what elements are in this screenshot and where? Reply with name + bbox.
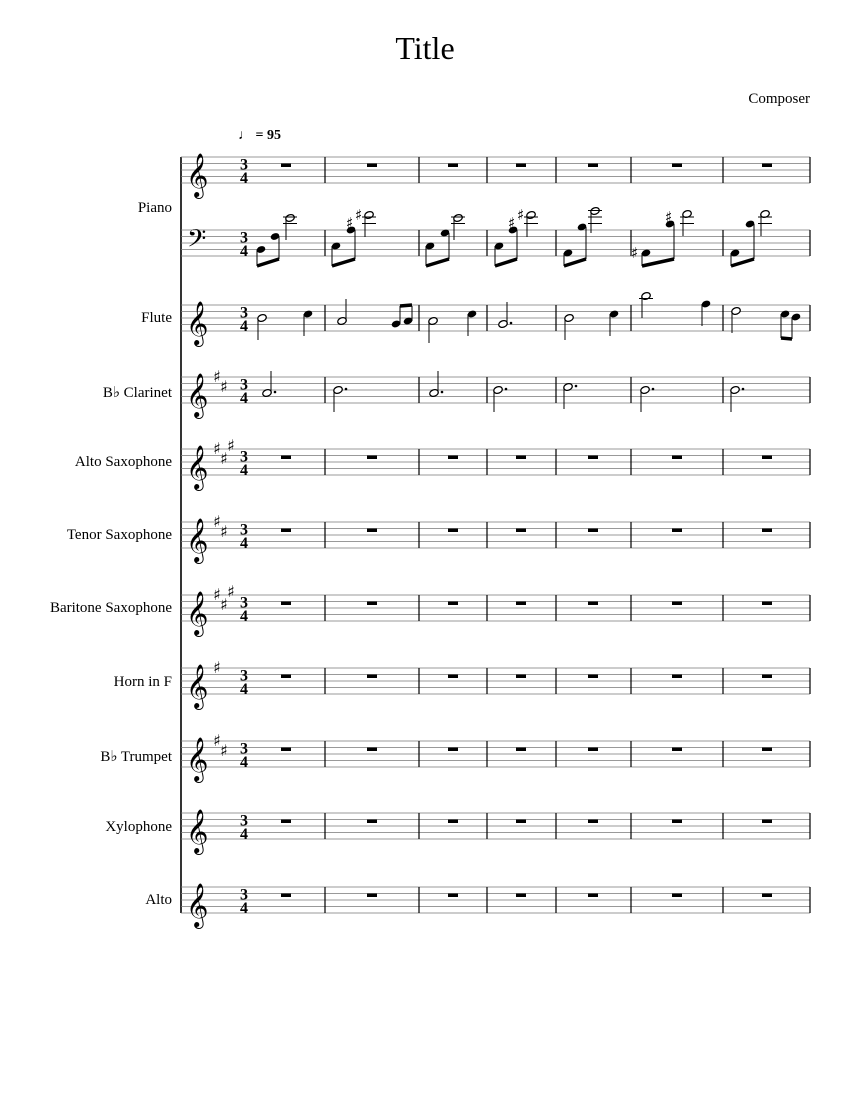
- measure-rest-icon: [672, 675, 682, 679]
- time-sig-denominator: 4: [240, 318, 248, 335]
- measure-rest-icon: [762, 894, 772, 898]
- time-sig-denominator: 4: [240, 900, 248, 917]
- time-sig-numerator: 3: [240, 304, 248, 322]
- instrument-label-clarinet: B♭ Clarinet: [102, 385, 172, 401]
- measure-rest-icon: [672, 894, 682, 898]
- augmentation-dot: [575, 385, 578, 388]
- instrument-label-trumpet: B♭ Trumpet: [100, 749, 172, 765]
- time-sig-denominator: 4: [240, 608, 248, 625]
- treble-clef-icon: 𝄞: [186, 518, 209, 562]
- sharp-icon: ♯: [227, 581, 235, 601]
- augmentation-dot: [441, 391, 444, 394]
- accidental-sharp-icon: ♯: [508, 214, 516, 232]
- measure-rest-icon: [588, 820, 598, 824]
- augmentation-dot: [742, 388, 745, 391]
- composer-name: Composer: [748, 91, 810, 107]
- time-sig-numerator: 3: [240, 667, 248, 685]
- measure-rest-icon: [762, 456, 772, 460]
- beam: [332, 259, 355, 266]
- sharp-icon: ♯: [220, 521, 228, 541]
- measure-rest-icon: [516, 456, 526, 460]
- time-sig-denominator: 4: [240, 243, 248, 260]
- sharp-icon: ♯: [213, 367, 221, 386]
- instrument-label-tenor-sax: Tenor Saxophone: [66, 527, 172, 543]
- augmentation-dot: [510, 322, 513, 325]
- measure-rest-icon: [588, 456, 598, 460]
- measure-rest-icon: [516, 748, 526, 752]
- measure-rest-icon: [367, 748, 377, 752]
- measure-rest-icon: [367, 894, 377, 898]
- measure-rest-icon: [672, 602, 682, 606]
- measure-rest-icon: [588, 602, 598, 606]
- measure-rest-icon: [281, 602, 291, 606]
- measure-rest-icon: [367, 820, 377, 824]
- measure-rest-icon: [516, 820, 526, 824]
- instrument-label-alto: Alto: [145, 892, 172, 908]
- time-sig-numerator: 3: [240, 376, 248, 394]
- sharp-icon: ♯: [213, 658, 221, 677]
- instrument-label-alto-sax: Alto Saxophone: [74, 454, 172, 470]
- treble-clef-icon: 𝄞: [186, 153, 209, 197]
- sharp-icon: ♯: [220, 740, 228, 760]
- beam: [564, 259, 586, 266]
- measure-rest-icon: [762, 675, 772, 679]
- treble-clef-icon: 𝄞: [186, 591, 209, 635]
- accidental-sharp-icon: ♯: [665, 208, 673, 226]
- measure-rest-icon: [588, 529, 598, 533]
- score-title: Title: [395, 30, 455, 66]
- sharp-icon: ♯: [220, 376, 228, 396]
- beam: [731, 259, 754, 266]
- time-sig-numerator: 3: [240, 448, 248, 466]
- time-sig-denominator: 4: [240, 535, 248, 552]
- measure-rest-icon: [448, 894, 458, 898]
- measure-rest-icon: [672, 529, 682, 533]
- sharp-icon: ♯: [213, 512, 221, 531]
- measure-rest-icon: [762, 529, 772, 533]
- measure-rest-icon: [281, 456, 291, 460]
- time-sig-denominator: 4: [240, 462, 248, 479]
- measure-rest-icon: [588, 675, 598, 679]
- measure-rest-icon: [448, 748, 458, 752]
- measure-rest-icon: [281, 529, 291, 533]
- measure-rest-icon: [588, 164, 598, 168]
- measure-rest-icon: [281, 820, 291, 824]
- measure-rest-icon: [281, 748, 291, 752]
- time-sig-denominator: 4: [240, 170, 248, 187]
- treble-clef-icon: 𝄞: [186, 373, 209, 417]
- measure-rest-icon: [762, 748, 772, 752]
- measure-rest-icon: [672, 456, 682, 460]
- measure-rest-icon: [516, 602, 526, 606]
- measure-rest-icon: [367, 529, 377, 533]
- measure-rest-icon: [367, 164, 377, 168]
- time-sig-numerator: 3: [240, 740, 248, 758]
- sharp-icon: ♯: [227, 435, 235, 455]
- measure-rest-icon: [448, 529, 458, 533]
- bass-clef-icon: 𝄢: [187, 224, 207, 260]
- instrument-label-flute: Flute: [141, 310, 172, 326]
- treble-clef-icon: 𝄞: [186, 883, 209, 927]
- instrument-label-xylophone: Xylophone: [105, 819, 172, 835]
- accidental-sharp-icon: ♯: [631, 244, 639, 262]
- augmentation-dot: [345, 388, 348, 391]
- measure-rest-icon: [367, 675, 377, 679]
- measure-rest-icon: [448, 164, 458, 168]
- time-sig-denominator: 4: [240, 754, 248, 771]
- beam: [642, 259, 674, 266]
- measure-rest-icon: [672, 820, 682, 824]
- time-sig-numerator: 3: [240, 156, 248, 174]
- time-sig-denominator: 4: [240, 681, 248, 698]
- time-sig-numerator: 3: [240, 521, 248, 539]
- measure-rest-icon: [588, 748, 598, 752]
- measure-rest-icon: [516, 164, 526, 168]
- time-sig-numerator: 3: [240, 594, 248, 612]
- measure-rest-icon: [281, 675, 291, 679]
- sharp-icon: ♯: [213, 439, 221, 458]
- measure-rest-icon: [516, 894, 526, 898]
- measure-rest-icon: [672, 748, 682, 752]
- time-sig-numerator: 3: [240, 229, 248, 247]
- treble-clef-icon: 𝄞: [186, 737, 209, 781]
- time-sig-denominator: 4: [240, 826, 248, 843]
- time-sig-denominator: 4: [240, 390, 248, 407]
- treble-clef-icon: 𝄞: [186, 809, 209, 853]
- sharp-icon: ♯: [220, 448, 228, 468]
- measure-rest-icon: [367, 602, 377, 606]
- measure-rest-icon: [367, 456, 377, 460]
- measure-rest-icon: [281, 894, 291, 898]
- augmentation-dot: [505, 388, 508, 391]
- instrument-label-horn: Horn in F: [113, 674, 172, 690]
- augmentation-dot: [274, 391, 277, 394]
- measure-rest-icon: [281, 164, 291, 168]
- tempo-marking: ♩ = 95: [238, 128, 281, 143]
- time-sig-numerator: 3: [240, 886, 248, 904]
- treble-clef-icon: 𝄞: [186, 445, 209, 489]
- accidental-sharp-icon: ♯: [517, 206, 525, 224]
- instrument-label-piano: Piano: [137, 200, 172, 216]
- beam: [400, 305, 412, 306]
- beam: [426, 259, 449, 266]
- beam: [257, 259, 279, 266]
- instrument-label-baritone-sax: Baritone Saxophone: [49, 600, 172, 616]
- measure-rest-icon: [516, 529, 526, 533]
- beam: [495, 259, 517, 266]
- sharp-icon: ♯: [220, 594, 228, 614]
- measure-rest-icon: [448, 675, 458, 679]
- treble-clef-icon: 𝄞: [186, 664, 209, 708]
- beam: [781, 338, 792, 339]
- accidental-sharp-icon: ♯: [355, 206, 363, 224]
- measure-rest-icon: [762, 820, 772, 824]
- measure-rest-icon: [448, 602, 458, 606]
- accidental-sharp-icon: ♯: [346, 214, 354, 232]
- treble-clef-icon: 𝄞: [186, 301, 209, 345]
- measure-rest-icon: [672, 164, 682, 168]
- measure-rest-icon: [448, 456, 458, 460]
- measure-rest-icon: [588, 894, 598, 898]
- sharp-icon: ♯: [213, 731, 221, 750]
- time-sig-numerator: 3: [240, 812, 248, 830]
- augmentation-dot: [652, 388, 655, 391]
- measure-rest-icon: [762, 164, 772, 168]
- sharp-icon: ♯: [213, 585, 221, 604]
- measure-rest-icon: [448, 820, 458, 824]
- measure-rest-icon: [516, 675, 526, 679]
- measure-rest-icon: [762, 602, 772, 606]
